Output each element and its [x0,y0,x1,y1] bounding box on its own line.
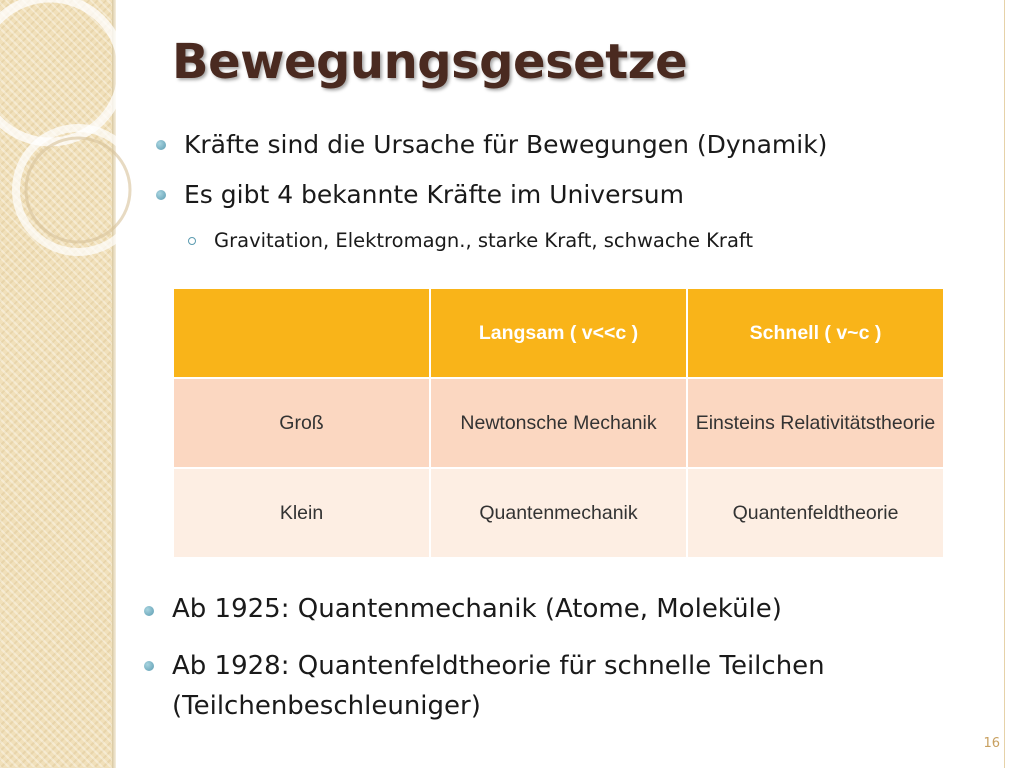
bullet-forces-cause [184,130,827,159]
bullet-text: Ab 1925: Quantenmechanik (Atome, Moleküle) [172,594,782,624]
bullet-ring-icon [188,237,196,245]
bullet-text: Kräfte sind die Ursache für Bewegungen (Dynamik) [184,130,828,159]
table-row [173,378,944,468]
bullet-dot-icon [156,190,166,200]
bullet-dot-icon [156,140,166,150]
slide-title: Bewegungsgesetze [172,34,688,90]
bullet-text: Ab 1928: Quantenfeldtheorie für schnelle Teilchen (Teilchenbeschleuniger) [172,651,825,721]
table-header-row [173,288,944,378]
bullet-text: Es gibt 4 bekannte Kräfte im Universum [184,180,684,209]
table-cell: Einsteins Relativitätstheorie [687,378,944,468]
table-cell: Quantenfeldtheorie [687,468,944,558]
table-cell: Groß [173,378,430,468]
table-header-cell: Schnell ( v~c ) [687,288,944,378]
table-cell: Newtonsche Mechanik [430,378,687,468]
page-number: 16 [983,736,1000,751]
bullet-dot-icon [144,661,154,671]
bullet-1925 [172,594,932,624]
table-cell: Quantenmechanik [430,468,687,558]
sub-bullet-text: Gravitation, Elektromagn., starke Kraft, schwache Kraft [214,229,754,252]
bullet-1928 [172,646,932,726]
table-cell: Klein [173,468,430,558]
sub-bullet-force-list [214,229,753,252]
table-header-cell: Langsam ( v<<c ) [430,288,687,378]
bullet-four-forces [184,180,684,209]
table-row [173,468,944,558]
bullet-dot-icon [144,606,154,616]
table-header-cell [173,288,430,378]
physics-theories-table [172,287,945,559]
